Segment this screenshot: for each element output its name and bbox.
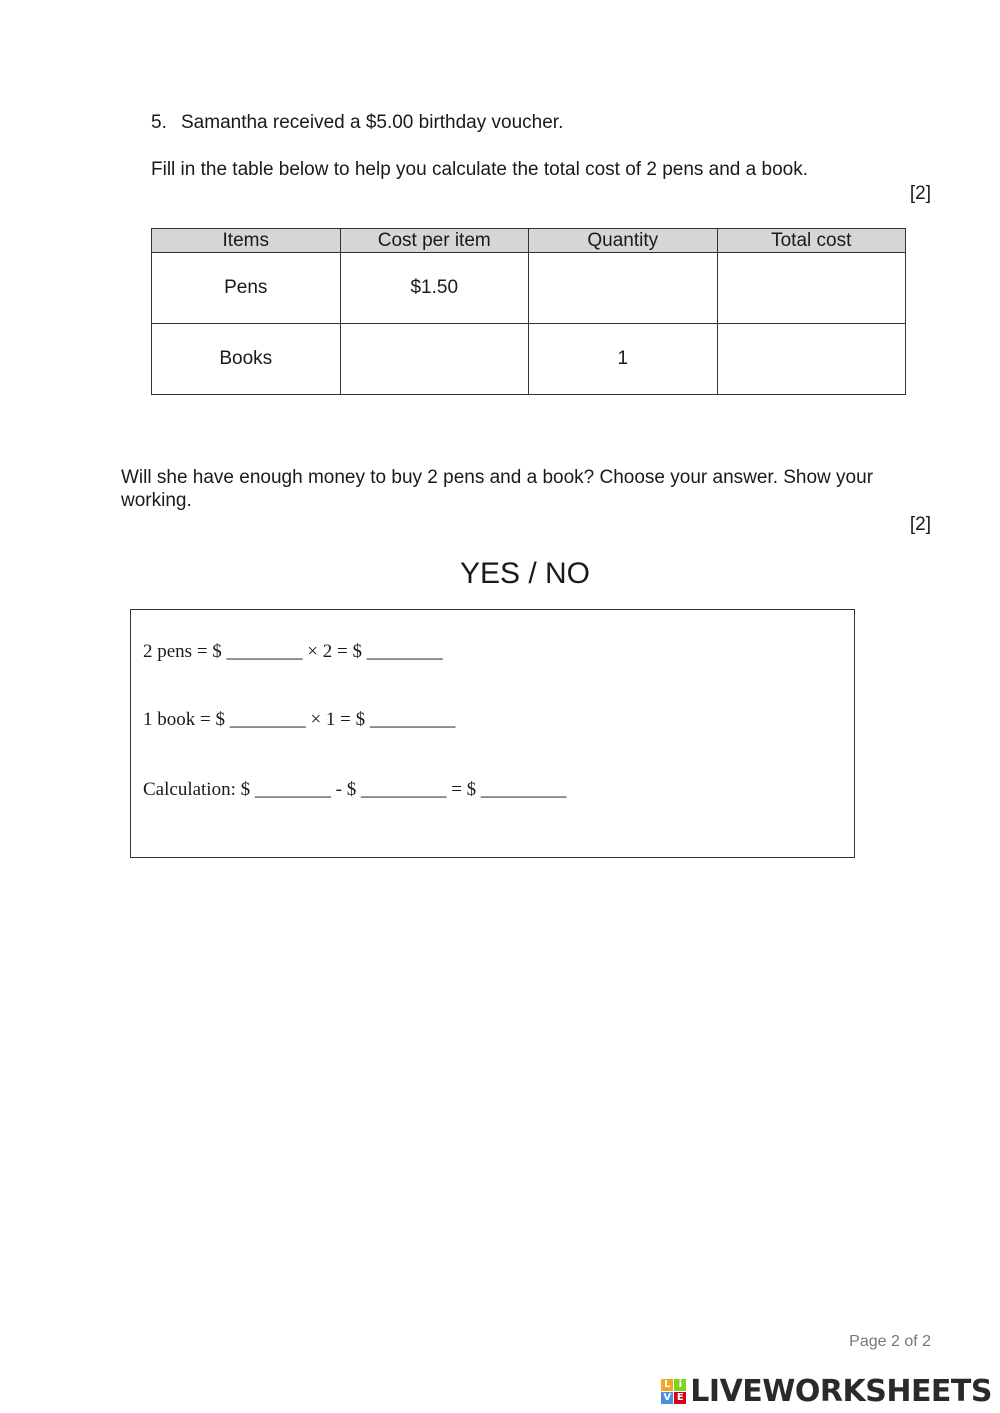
cell-pens-item: Pens bbox=[152, 253, 341, 324]
brand-mark-letter: E bbox=[674, 1392, 686, 1404]
liveworksheets-mark-icon bbox=[661, 1379, 686, 1404]
cell-books-total[interactable] bbox=[717, 324, 906, 395]
working-line-calculation[interactable]: Calculation: $ ________ - $ _________ = $ _________ bbox=[143, 779, 567, 800]
liveworksheets-wordmark: LIVEWORKSHEETS bbox=[690, 1373, 992, 1409]
brand-mark-letter: V bbox=[661, 1392, 673, 1404]
question-intro: Samantha received a $5.00 birthday voucher. bbox=[181, 112, 564, 133]
working-box bbox=[130, 609, 855, 858]
cell-pens-cost: $1.50 bbox=[340, 253, 529, 324]
table-row-pens bbox=[152, 253, 906, 324]
part-b-prompt-continued: working. bbox=[121, 490, 192, 511]
cell-books-item: Books bbox=[152, 324, 341, 395]
page-number: Page 2 of 2 bbox=[849, 1333, 931, 1350]
header-items: Items bbox=[152, 229, 341, 253]
brand-mark-letter: L bbox=[661, 1379, 673, 1391]
table-header-row bbox=[152, 229, 906, 253]
working-line-pens[interactable]: 2 pens = $ ________ × 2 = $ ________ bbox=[143, 641, 443, 662]
cost-table bbox=[151, 228, 906, 395]
marks-part-a: [2] bbox=[909, 183, 931, 204]
part-b-prompt: Will she have enough money to buy 2 pens and a book? Choose your answer. Show your bbox=[121, 467, 874, 488]
header-cost-per-item: Cost per item bbox=[340, 229, 529, 253]
question-number: 5. bbox=[151, 112, 167, 133]
table-instruction: Fill in the table below to help you calculate the total cost of 2 pens and a book. bbox=[151, 159, 808, 180]
cell-pens-total[interactable] bbox=[717, 253, 906, 324]
cell-pens-quantity[interactable] bbox=[529, 253, 718, 324]
liveworksheets-logo bbox=[661, 1373, 992, 1409]
yes-no-choice[interactable]: YES / NO bbox=[459, 557, 591, 590]
working-line-book[interactable]: 1 book = $ ________ × 1 = $ _________ bbox=[143, 709, 456, 730]
brand-mark-letter: i bbox=[674, 1379, 686, 1391]
header-quantity: Quantity bbox=[529, 229, 718, 253]
table-row-books bbox=[152, 324, 906, 395]
marks-part-b: [2] bbox=[909, 514, 931, 535]
header-total-cost: Total cost bbox=[717, 229, 906, 253]
cell-books-cost[interactable] bbox=[340, 324, 529, 395]
cell-books-quantity: 1 bbox=[529, 324, 718, 395]
